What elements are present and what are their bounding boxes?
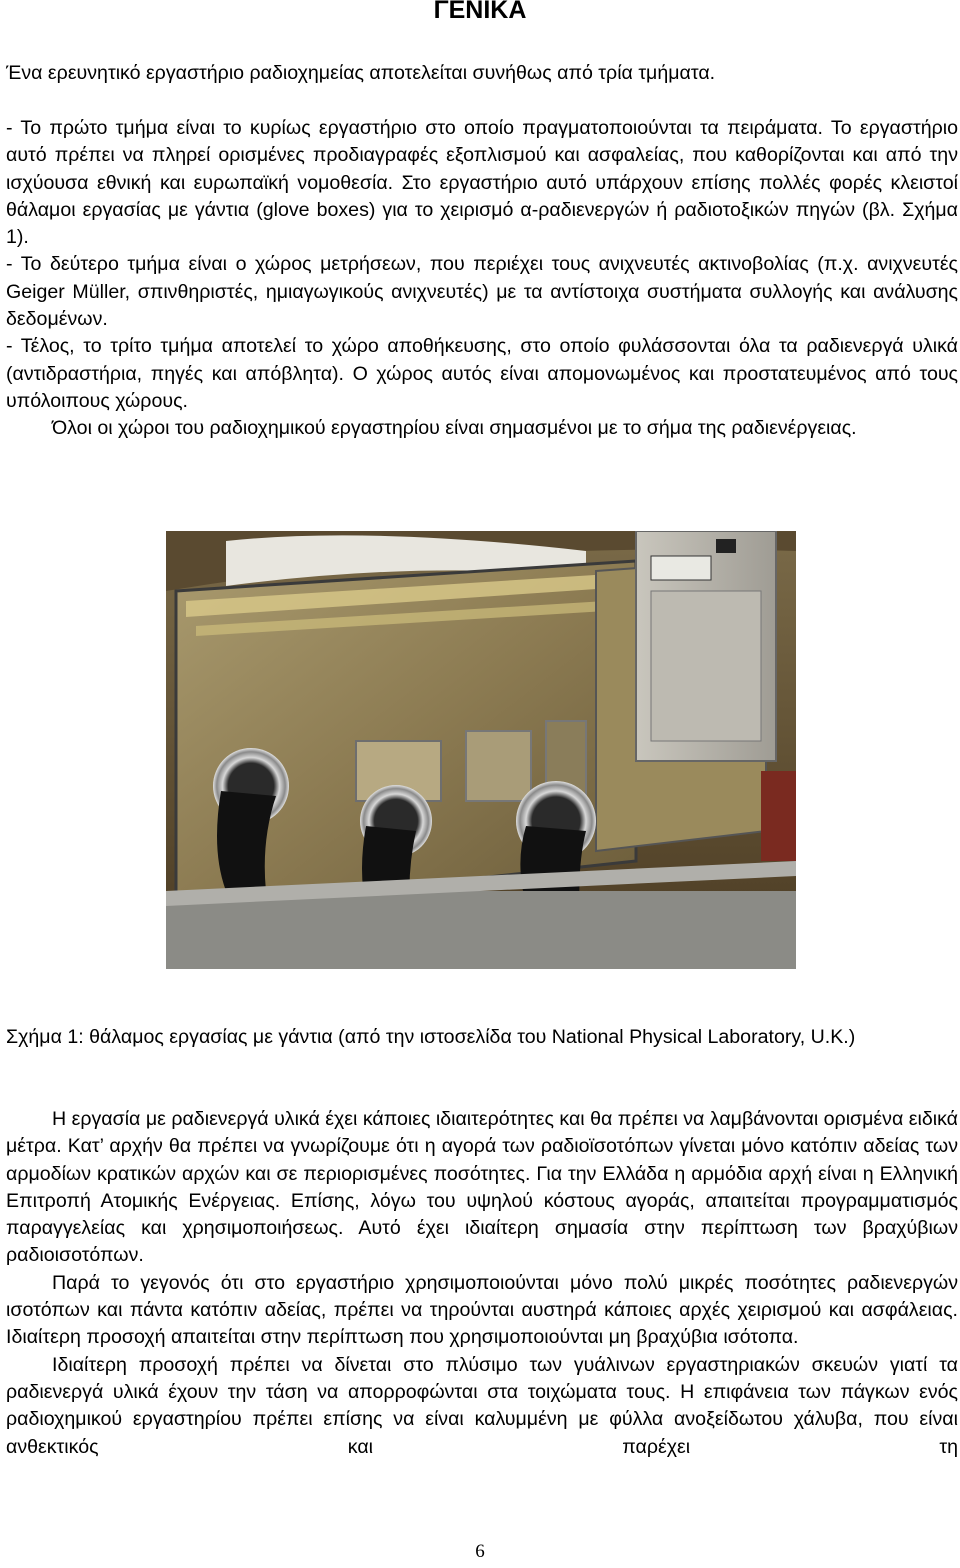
- body-paragraph-2: Παρά το γεγονός ότι στο εργαστήριο χρησιμοποιούνται μόνο πολύ μικρές ποσότητες ραδιενεργών ισοτόπων και πάντα κατόπιν αδείας, πρέπει να τηρούνται αυστηρά κάποιες αρχές χειρισμού και ασφάλειας. Ιδιαίτερη προσοχή απαιτείται στην περίπτωση που χρησιμοποιούνται μη βραχύβια ισότοπα.: [6, 1271, 958, 1349]
- page-number: 6: [475, 1541, 485, 1562]
- body-paragraph-1: Η εργασία με ραδιενεργά υλικά έχει κάποιες ιδιαιτερότητες και θα πρέπει να λαμβάνονται ορισμένα ειδικά μέτρα. Κατ’ αρχήν θα πρέπει να γνωρίζουμε ότι η αγορά των ραδιοϊσοτόπων γίνεται μόνο κατόπιν αδείας των αρμοδίων κρατικών αρχών και σε περιορισμένες ποσότητες. Για την Ελλάδα η αρμόδια αρχή είναι η Ελληνική Επιτροπή Ατομικής Ενέργειας. Επίσης, λόγω του υψηλού κόστους αγοράς, απαιτείται προγραμματισμός παραγγελείας και χρησιμοποιήσεως. Αυτό έχει ιδιαίτερη σημασία στην περίπτωση των βραχύβιων ραδιοισοτόπων.: [6, 1108, 958, 1267]
- glove-box-photo: [166, 531, 796, 969]
- body-paragraph-3: Ιδιαίτερη προσοχή πρέπει να δίνεται στο πλύσιμο των γυάλινων εργαστηριακών σκευών γιατί τα ραδιενεργά υλικά έχουν την τάση να απορροφώνται στα τοιχώματα τους. Η επιφάνεια των πάγκων ενός ραδιοχημικού εργαστηρίου πρέπει επίσης να είναι καλυμμένη με φύλλα ανοξείδωτου χάλυβα, που είναι ανθεκτικός και παρέχει τη: [6, 1353, 958, 1458]
- figure-caption-text: Σχήμα 1: θάλαμος εργασίας με γάντια (από την ιστοσελίδα του National Physical Laboratory, U.K.): [6, 1026, 856, 1048]
- page-title: ΓΕΝΙΚΑ: [433, 0, 527, 24]
- section-third: - Τέλος, το τρίτο τμήμα αποτελεί το χώρο αποθήκευσης, στο οποίο φυλάσσονται όλα τα ραδιενεργά υλικά (αντιδραστήρια, πηγές και απόβλητα). Ο χώρος αυτός είναι απομονωμένος και προστατευμένος από τους υπόλοιπους χώρους.: [6, 335, 958, 412]
- figure-caption: [6, 1024, 958, 1051]
- body-text: [6, 1106, 958, 1461]
- lab-sections: [6, 115, 958, 443]
- section-summary: Όλοι οι χώροι του ραδιοχημικού εργαστηρίου είναι σημασμένοι με το σήμα της ραδιενέργειας.: [52, 417, 857, 440]
- intro-paragraph: [6, 60, 958, 87]
- intro-text: Ένα ερευνητικό εργαστήριο ραδιοχημείας αποτελείται συνήθως από τρία τμήματα.: [6, 62, 716, 84]
- section-second: - Το δεύτερο τμήμα είναι ο χώρος μετρήσεων, που περιέχει τους ανιχνευτές ακτινοβολίας (π.χ. ανιχνευτές Geiger Müller, σπινθηριστές, ημιαγωγικούς ανιχνευτές) με τα αντίστοιχα συστήματα συλλογής και ανάλυσης δεδομένων.: [6, 253, 958, 331]
- section-first: - Το πρώτο τμήμα είναι το κυρίως εργαστήριο στο οποίο πραγματοποιούνται τα πειράματα. Το εργαστήριο αυτό πρέπει να πληρεί ορισμένες προδιαγραφές εξοπλισμού και ασφαλείας, που καθορίζονται και από την ισχύουσα εθνική και ευρωπαϊκή νομοθεσία. Στο εργαστήριο αυτό υπάρχουν επίσης πολλές φορές κλειστοί θάλαμοι εργασίας με γάντια (glove boxes) για το χειρισμό α-ραδιενεργών ή ραδιοτοξικών πηγών (βλ. Σχήμα 1).: [6, 117, 958, 249]
